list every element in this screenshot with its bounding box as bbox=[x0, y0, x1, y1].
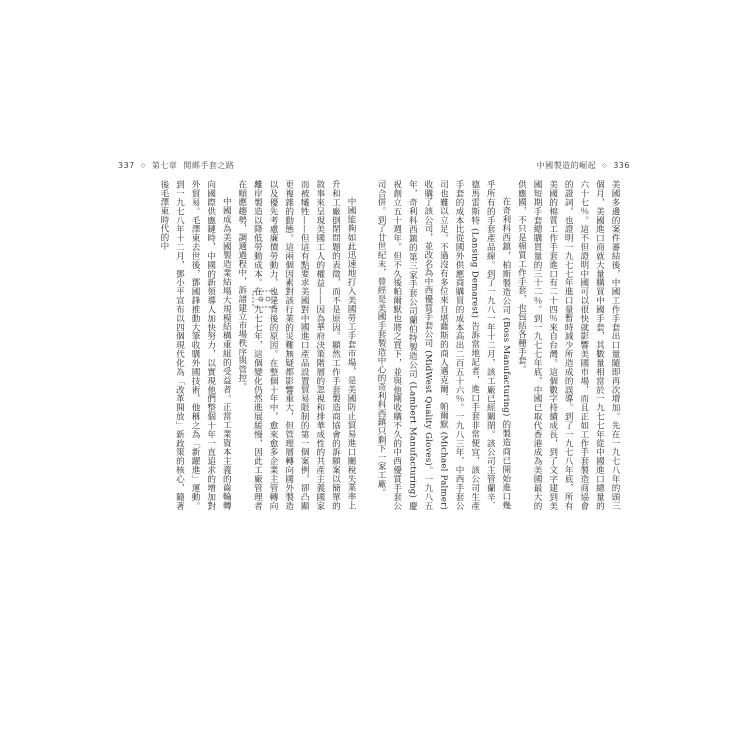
left-page-header bbox=[118, 160, 234, 171]
left-chapter-label: 第七章 bbox=[151, 161, 178, 170]
left-page-text bbox=[155, 180, 358, 510]
paragraph: 中國成為美國製造業結場大規模結構重組的受益者。正當工業資本主義的齒輪轉向國際供應鏈時，中國的新領導人加快努力，以實現他們整個十年一直追求的增加對外貿易。毛澤東去世後，鄧國鋒推動大筆收購外國技術，他稱之為「新躍進」運動。到一九七八年十二月，鄧小平宣布以四個現代化為「改革開放」新政策的核心，隨著後毛澤東時代的中 bbox=[158, 180, 232, 510]
publisher-logo-icon bbox=[250, 288, 280, 310]
paragraph: 中國能夠如此迅速地打入美國勞工手套市場，是美國防止貿易進口關稅失業率上升和工廠倒閉問題的表徵，而不是原因。顯然工作手套製造商協會的訴願案以簡單的敘事來呈現美國工人的權益——因為華府決策階層的忽視和排華成性的共產主義國家而被犧牲——但這有點要求美國對中國進口產品設置貿易限制的第一個案例，卻凸顯更複雜的動態。這兩個因素對該行業的災難無疑都影響重大，但管理層轉向國外製造以及優先考慮廉價勞動力，也是背後的原因。在整個十年中，愈來愈多企業主管轉向離岸製造以降低勞動成本。在一九七七年，這個變化仍然進展緩慢，因此工廠管理者在順應趨勢，調適過程中，訴諸建立市場秩序與管控。 bbox=[236, 180, 356, 510]
right-book-title: 中國製造的崛起 bbox=[536, 161, 597, 170]
right-page-header bbox=[537, 160, 630, 171]
left-chapter-title: 開綁手套之路 bbox=[183, 161, 235, 170]
paragraph: 在奇利科西鎮，柏斯製造公司 (Boss Manufacturing) 的製造商已開始進口幾乎所有的手套產品線。到了一九八一年十二月，該工廠已經關閉。該公司主管蘭辛．德馬雷斯特 (Lansing Demarest) 告訴當地記者，進口手套非常便宜，該公司生產手套的成本比從國外供應商購買的成本高出二百五十六％。一九八三年，中西手套公司也難以立足。不過沒有多位來自堪薩斯的商人邁克爾．帕爾默 (Michael Palmer) 收購了該公司，並改名為中西優質手套公司 (MidWest Quality Gloves)。一九八五年，奇利科西鎮的第三家手套公司蘭伯特製造公司 (Lambert Manufacturing) 慶祝創立五十週年。但不久後帕爾默也將之買下，並與他剛收購不久的中西優質手套公司合併。到了廿世紀末，曾經是美國手套製造中心的奇利科西鎮只剩下一家工廠。 bbox=[376, 180, 511, 510]
right-page-number: 336 bbox=[613, 161, 630, 170]
left-page bbox=[118, 180, 358, 510]
ornament-icon: ◇ bbox=[602, 162, 608, 169]
paragraph: 美國多邊的案件審結後，中國工作手套出口量隨即再次增加。先在一九七八年的頭三個月，美國進口商就大量購買中國手套，其數量相當於一九七七年從中國進口總量的六十七％。這不但證明中國可以很快就影響美國市場，而且正如工作手套製造商協會的證詞，也證明一九七七年進口量暫時減少所造成的誤導。到了一九七八年底，所有美國的棉質工作手套進口有二十四％來自台灣。這個數字持續成長，到了文字建到美國短期手套總購買量的三十二％。到一九七七年底，中國已取代香港成為美國最大的供應國，不只是棉質工作手套，也包括各種手套。 bbox=[516, 180, 620, 510]
right-page bbox=[376, 180, 622, 510]
right-page-text bbox=[373, 180, 623, 510]
left-page-number: 337 bbox=[118, 161, 135, 170]
ornament-icon: ◇ bbox=[140, 162, 146, 169]
